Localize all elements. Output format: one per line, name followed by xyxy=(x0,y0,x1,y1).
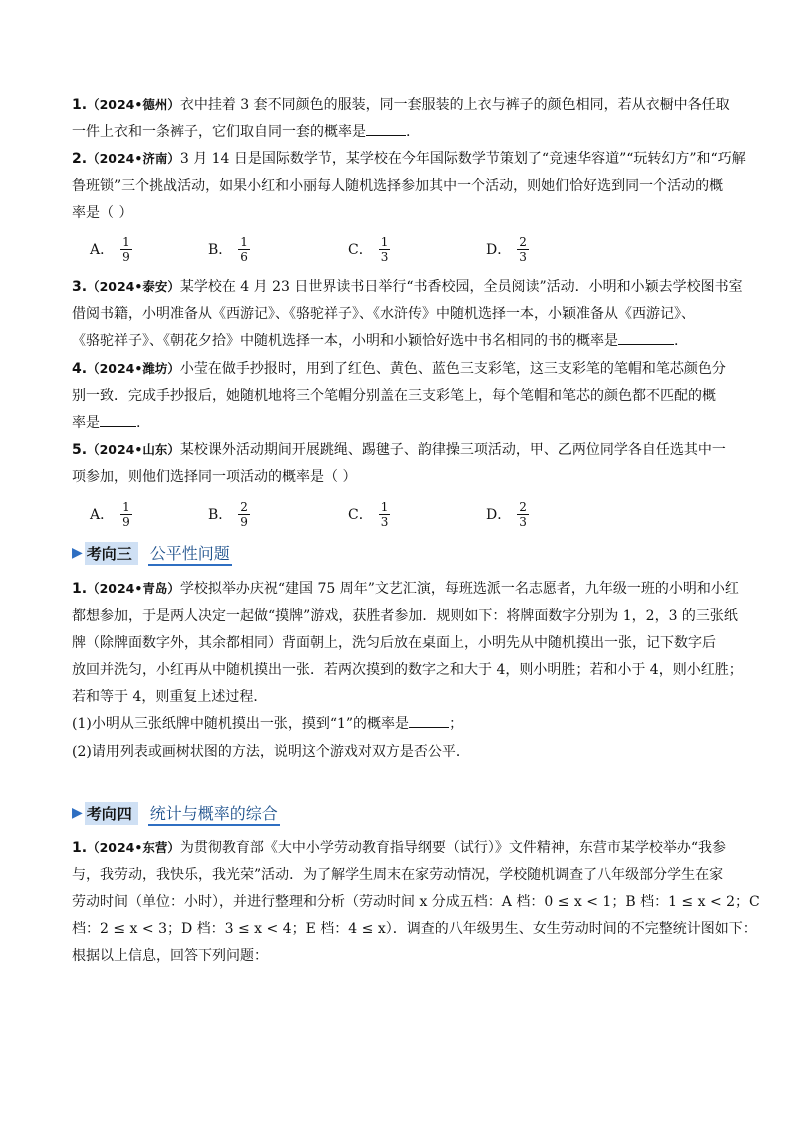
q6-text-4: 放回并洗匀，小红再从中随机摸出一张．若两次摸到的数字之和大于 4，则小明胜；若和小于 4，则小红胜； xyxy=(72,662,743,678)
q2-line-1 xyxy=(72,148,746,168)
q5-line-1 xyxy=(72,439,726,459)
q2-text-1: 3 月 14 日是国际数学节，某学校在今年国际数学节策划了“竞速华容道”“玩转幻方”和“巧解 xyxy=(179,151,746,167)
q6-part-2-text: (2)请用列表或画树状图的方法，说明这个游戏对双方是否公平． xyxy=(72,744,470,760)
q2-option-c[interactable] xyxy=(348,229,390,269)
denominator: 3 xyxy=(380,249,389,264)
triangle-right-icon: ▶ xyxy=(72,805,83,821)
q3-text-1: 某学校在 4 月 23 日世界读书日举行“书香校园，全员阅读”活动．小明和小颖去学校图书室 xyxy=(179,279,743,295)
numerator: 1 xyxy=(122,234,130,249)
q3-line-2 xyxy=(72,303,695,323)
section-4-heading xyxy=(72,800,280,826)
denominator: 3 xyxy=(380,514,389,529)
option-label: D． xyxy=(486,242,512,258)
q6-line-4 xyxy=(72,659,743,679)
q6-text-2: 都想参加，于是两人决定一起做“摸牌”游戏，获胜者参加．规则如下：将牌面数字分别为 1，2，3 的三张纸 xyxy=(72,608,738,624)
numerator: 2 xyxy=(240,499,248,514)
q3-answer-blank[interactable] xyxy=(618,330,674,345)
q6-line-1 xyxy=(72,578,739,598)
q1-source: （2024•德州） xyxy=(87,97,180,112)
q4-line-3 xyxy=(72,412,140,432)
denominator: 3 xyxy=(519,249,527,264)
numerator: 1 xyxy=(380,234,389,249)
q5-option-b[interactable] xyxy=(208,494,250,534)
q7-text-2: 与，我劳动，我快乐，我光荣”活动．为了解学生周末在家劳动情况，学校随机调查了八年级部分学生在家 xyxy=(72,867,724,883)
q6-text-3: 牌（除牌面数字外，其余都相同）背面朝上，洗匀后放在桌面上，小明先从中随机摸出一张，记下数字后 xyxy=(72,635,716,651)
q3-text-2: 借阅书籍，小明准备从《西游记》、《骆驼祥子》、《水浒传》中随机选择一本，小颖准备从《西游记》、 xyxy=(72,306,695,322)
q6-line-3 xyxy=(72,632,716,652)
denominator: 6 xyxy=(240,249,248,264)
q3-line-3 xyxy=(72,330,678,350)
q5-option-d[interactable] xyxy=(486,494,529,534)
numerator: 1 xyxy=(240,234,248,249)
q7-line-2 xyxy=(72,864,723,884)
q7-source: （2024•东营） xyxy=(87,840,180,855)
q3-end: . xyxy=(674,333,679,349)
q4-text-3: 率是 xyxy=(72,415,100,431)
fraction xyxy=(120,500,132,529)
denominator: 9 xyxy=(122,249,130,264)
q1-text-1: 衣中挂着 3 套不同颜色的服装，同一套服装的上衣与裤子的颜色相同，若从衣橱中各任取 xyxy=(179,97,730,113)
q4-answer-blank[interactable] xyxy=(100,412,136,427)
q5-line-2 xyxy=(72,466,356,486)
q6-source: （2024•青岛） xyxy=(87,581,180,596)
q2-option-b[interactable] xyxy=(208,229,250,269)
q2-number: 2. xyxy=(72,151,88,167)
q6-text-5: 若和等于 4，则重复上述过程． xyxy=(72,689,268,705)
fraction xyxy=(120,235,132,264)
numerator: 2 xyxy=(519,499,527,514)
q3-line-1 xyxy=(72,276,743,296)
q4-number: 4. xyxy=(72,361,88,377)
q1-line-2 xyxy=(72,121,410,141)
q4-end: . xyxy=(136,415,141,431)
q2-option-a[interactable] xyxy=(90,229,132,269)
q6-part-1-end: ； xyxy=(449,716,464,732)
denominator: 9 xyxy=(240,514,248,529)
q2-option-d[interactable] xyxy=(486,229,529,269)
q2-text-2: 鲁班锁”三个挑战活动，如果小红和小丽每人随机选择参加其中一个活动，则她们恰好选到同一个活动的概 xyxy=(72,178,724,194)
section-3-label: 考向三 xyxy=(85,542,138,565)
q1-end: . xyxy=(406,124,411,140)
q5-text-2: 项参加，则他们选择同一项活动的概率是（ ） xyxy=(72,469,357,485)
q6-part-1-text: (1)小明从三张纸牌中随机摸出一张，摸到“1”的概率是 xyxy=(72,716,410,732)
q1-line-1 xyxy=(72,94,730,114)
q6-line-2 xyxy=(72,605,738,625)
q2-options xyxy=(90,229,690,269)
q1-number: 1. xyxy=(72,97,88,113)
section-3-tag xyxy=(72,541,138,565)
q7-line-5 xyxy=(72,945,268,965)
q4-text-2: 别一致．完成手抄报后，她随机地将三个笔帽分别盖在三支彩笔上，每个笔帽和笔芯的颜色都不匹配的概 xyxy=(72,388,716,404)
option-label: D． xyxy=(486,507,512,523)
fraction xyxy=(238,500,250,529)
option-label: B． xyxy=(208,507,233,523)
option-label: C． xyxy=(348,242,373,258)
q6-text-1: 学校拟举办庆祝“建国 75 周年”文艺汇演，每班选派一名志愿者，九年级一班的小明和小红 xyxy=(179,581,739,597)
q4-source: （2024•潍坊） xyxy=(87,361,180,376)
option-label: A． xyxy=(90,242,115,258)
fraction xyxy=(517,235,529,264)
q2-text-3: 率是（ ） xyxy=(72,205,133,221)
numerator: 1 xyxy=(122,499,130,514)
denominator: 3 xyxy=(519,514,527,529)
q7-line-4 xyxy=(72,918,757,938)
q3-number: 3. xyxy=(72,279,88,295)
denominator: 9 xyxy=(122,514,130,529)
q7-text-3: 劳动时间（单位：小时），并进行整理和分析（劳动时间 x 分成五档：A 档：0 ≤ x < 1；B 档：1 ≤ x < 2；C xyxy=(72,894,760,910)
option-label: A． xyxy=(90,507,115,523)
q5-option-a[interactable] xyxy=(90,494,132,534)
q4-line-2 xyxy=(72,385,716,405)
q4-line-1 xyxy=(72,358,726,378)
option-label: B． xyxy=(208,242,233,258)
q7-text-5: 根据以上信息，回答下列问题： xyxy=(72,948,268,964)
fraction xyxy=(379,235,391,264)
section-4-label: 考向四 xyxy=(85,802,138,825)
q5-options xyxy=(90,494,690,534)
q7-number: 1. xyxy=(72,840,88,856)
section-4-title: 统计与概率的综合 xyxy=(148,801,280,826)
q2-line-2 xyxy=(72,175,723,195)
q7-text-4: 档：2 ≤ x < 3；D 档：3 ≤ x < 4；E 档：4 ≤ x）．调查的八年级男生、女生劳动时间的不完整统计图如下： xyxy=(72,921,757,937)
q2-source: （2024•济南） xyxy=(87,151,180,166)
q6-line-5 xyxy=(72,686,267,706)
q7-text-1: 为贯彻教育部《大中小学劳动教育指导纲要（试行）》文件精神，东营市某学校举办“我参 xyxy=(179,840,726,856)
fraction xyxy=(517,500,529,529)
q6-part-2 xyxy=(72,741,470,761)
q3-source: （2024•泰安） xyxy=(87,279,180,294)
q5-option-c[interactable] xyxy=(348,494,390,534)
q5-number: 5. xyxy=(72,442,88,458)
q7-line-3 xyxy=(72,891,760,911)
section-4-tag xyxy=(72,801,138,825)
q5-text-1: 某校课外活动期间开展跳绳、踢毽子、韵律操三项活动，甲、乙两位同学各自任选其中一 xyxy=(179,442,726,458)
q6-number: 1. xyxy=(72,581,88,597)
option-label: C． xyxy=(348,507,373,523)
q6-part-1 xyxy=(72,713,463,733)
q4-text-1: 小莹在做手抄报时，用到了红色、黄色、蓝色三支彩笔，这三支彩笔的笔帽和笔芯颜色分 xyxy=(179,361,726,377)
q2-line-3 xyxy=(72,202,132,222)
fraction xyxy=(379,500,391,529)
fraction xyxy=(238,235,250,264)
q7-line-1 xyxy=(72,837,726,857)
q1-text-2: 一件上衣和一条裤子，它们取自同一套的概率是 xyxy=(72,124,366,140)
section-3-heading xyxy=(72,540,232,566)
q5-source: （2024•山东） xyxy=(87,442,180,457)
numerator: 1 xyxy=(380,499,389,514)
numerator: 2 xyxy=(519,234,527,249)
q1-answer-blank[interactable] xyxy=(366,121,406,136)
triangle-right-icon: ▶ xyxy=(72,545,83,561)
section-3-title: 公平性问题 xyxy=(148,541,232,566)
q6-answer-blank[interactable] xyxy=(409,713,449,728)
q3-text-3: 《骆驼祥子》、《朝花夕拾》中随机选择一本，小明和小颖恰好选中书名相同的书的概率是 xyxy=(72,333,618,349)
